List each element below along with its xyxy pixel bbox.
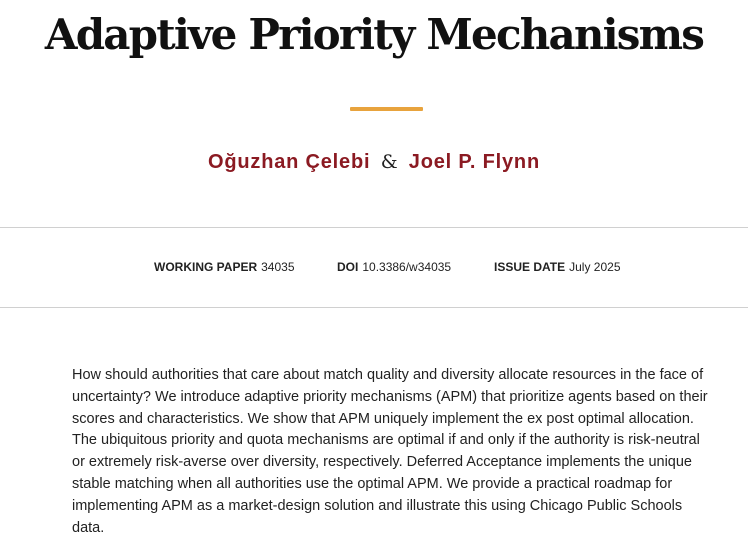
issue-date-value: July 2025 — [569, 260, 621, 274]
paper-metadata-bar — [0, 227, 748, 308]
working-paper-label: WORKING PAPER — [154, 260, 258, 274]
author-separator: & — [380, 151, 399, 173]
author-link-flynn[interactable]: Joel P. Flynn — [408, 151, 540, 173]
working-paper-number — [154, 260, 295, 274]
author-list — [0, 150, 748, 174]
doi — [337, 260, 451, 274]
paper-title: Adaptive Priority Mechanisms — [44, 10, 704, 59]
author-link-celebi[interactable]: Oğuzhan Çelebi — [208, 151, 371, 173]
doi-label: DOI — [337, 260, 359, 274]
working-paper-value: 34035 — [261, 260, 295, 274]
abstract-text: How should authorities that care about match quality and diversity allocate resources in the face of uncertainty? We introduce adaptive priority mechanisms (APM) that prioritize agents based on their scores and characteristics. We show that APM uniquely implement the ex post optimal allocation. The ubiquitous priority and quota mechanisms are optimal if and only if the authority is risk-neutral or extremely risk-averse over diversity, respectively. Deferred Acceptance implements the unique stable matching when all authorities use the optimal APM. We provide a practical roadmap for implementing APM as a market-design solution and illustrate this using Chicago Public Schools data. — [72, 367, 708, 536]
accent-divider — [350, 107, 423, 111]
issue-date — [494, 260, 621, 274]
doi-value[interactable]: 10.3386/w34035 — [362, 260, 452, 274]
issue-date-label: ISSUE DATE — [494, 260, 566, 274]
